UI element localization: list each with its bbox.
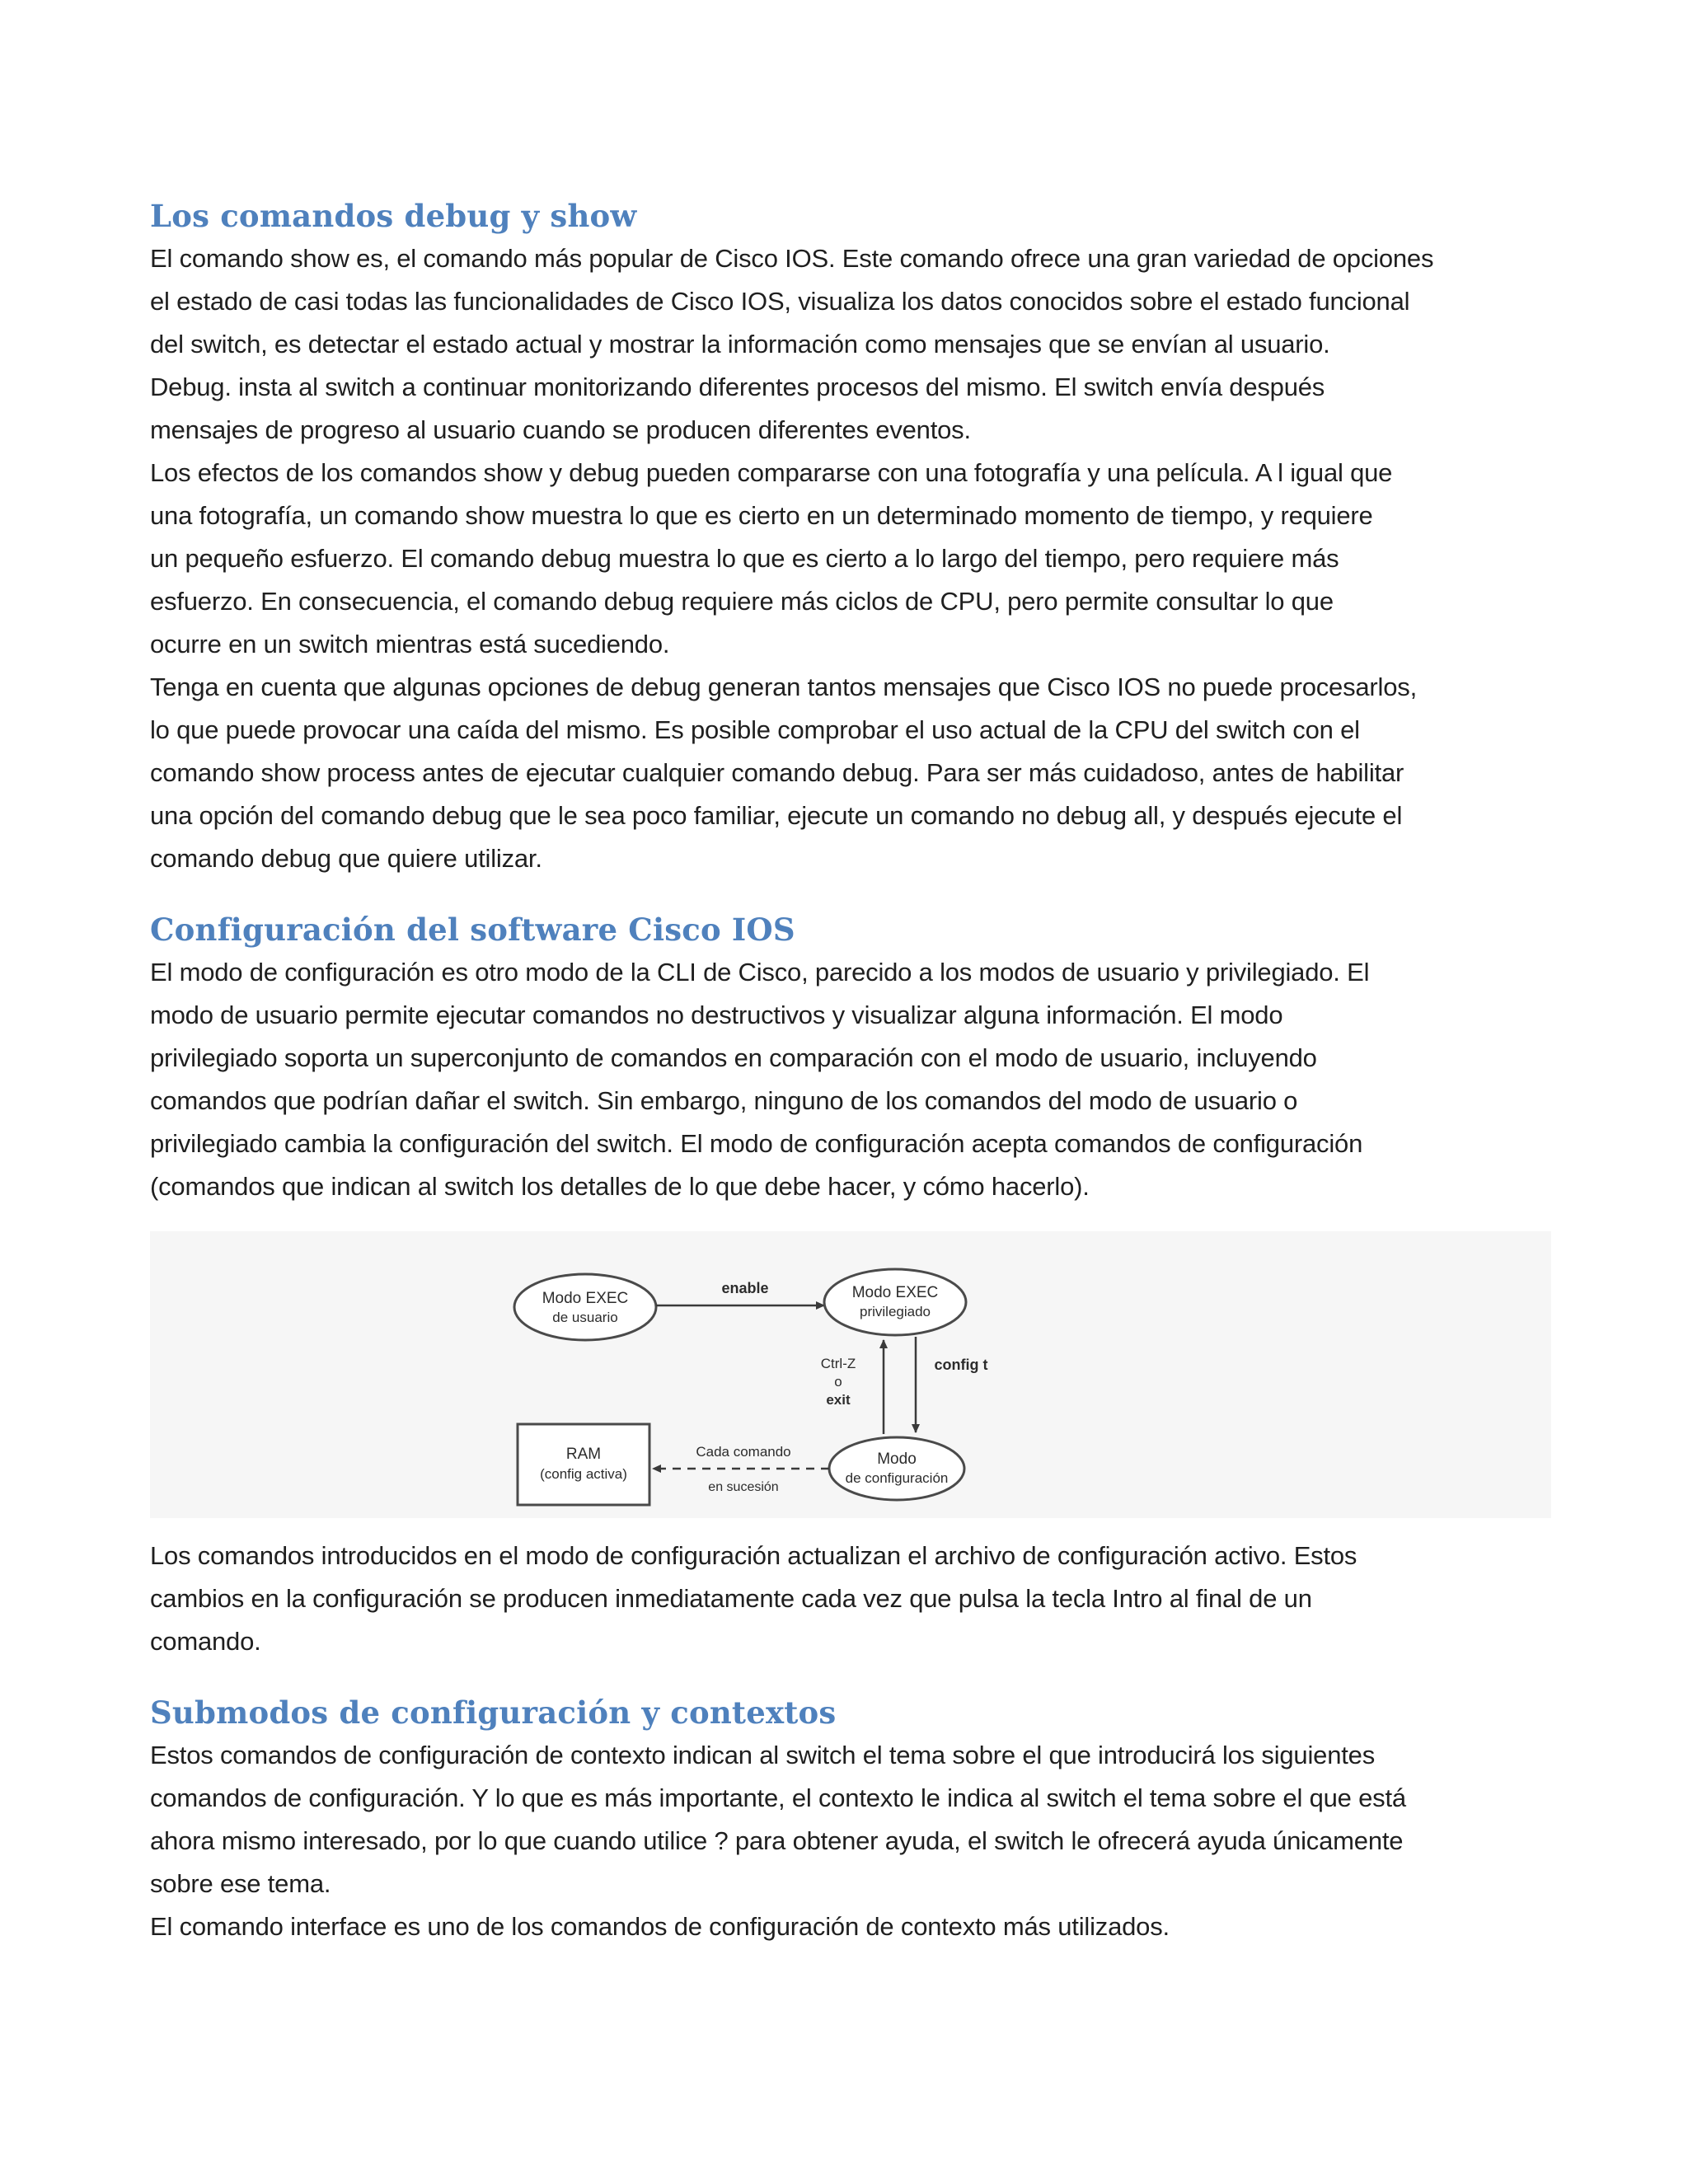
spacer — [150, 1663, 1551, 1691]
user-exec-mode-label-line2: de usuario — [552, 1310, 618, 1325]
text-line: un pequeño esfuerzo. El comando debug muestra lo que es cierto a lo largo del tiempo, pero requiere más — [150, 544, 1339, 573]
text-line: Los comandos introducidos en el modo de configuración actualizan el archivo de configuración activo. Estos — [150, 1541, 1357, 1570]
ram-box-label-line2: (config activa) — [540, 1466, 627, 1482]
privileged-exec-mode-node — [824, 1269, 966, 1335]
text-line: El comando show es, el comando más popular de Cisco IOS. Este comando ofrece una gran variedad de opciones — [150, 244, 1434, 273]
text-line: comando show process antes de ejecutar cualquier comando debug. Para ser más cuidadoso, antes de habilitar — [150, 758, 1404, 787]
config-mode-label-line2: de configuración — [845, 1470, 949, 1486]
section-body-config-ios-continued — [150, 1535, 1551, 1663]
text-line: esfuerzo. En consecuencia, el comando debug requiere más ciclos de CPU, pero permite consultar lo que — [150, 587, 1334, 616]
text-line: privilegiado soporta un superconjunto de comandos en comparación con el modo de usuario, incluyendo — [150, 1043, 1317, 1072]
text-line: el estado de casi todas las funcionalidades de Cisco IOS, visualiza los datos conocidos sobre el estado funcional — [150, 287, 1410, 316]
text-line: modo de usuario permite ejecutar comandos no destructivos y visualizar alguna información. El modo — [150, 1001, 1283, 1029]
text-line: comando. — [150, 1627, 261, 1656]
text-line: ocurre en un switch mientras está sucediendo. — [150, 630, 670, 658]
exit-label-line1: Ctrl-Z — [820, 1356, 856, 1371]
text-line: del switch, es detectar el estado actual y mostrar la información como mensajes que se envían al usuario. — [150, 330, 1330, 359]
section-body-submodes — [150, 1734, 1551, 1948]
exit-label-line3: exit — [826, 1392, 851, 1408]
text-line: privilegiado cambia la configuración del switch. El modo de configuración acepta comandos de configuración — [150, 1129, 1363, 1158]
flow-label-line2: en sucesión — [708, 1480, 779, 1494]
text-line: comandos de configuración. Y lo que es más importante, el contexto le indica al switch el tema sobre el que está — [150, 1783, 1406, 1812]
spacer — [150, 880, 1551, 908]
text-line: Los efectos de los comandos show y debug pueden compararse con una fotografía y una película. A l igual que — [150, 458, 1393, 487]
text-line: Debug. insta al switch a continuar monitorizando diferentes procesos del mismo. El switch envía después — [150, 373, 1325, 401]
enable-label: enable — [721, 1280, 769, 1296]
user-exec-mode-label-line1: Modo EXEC — [542, 1290, 629, 1307]
config-mode-node — [829, 1437, 964, 1500]
text-line: Tenga en cuenta que algunas opciones de debug generan tantos mensajes que Cisco IOS no puede procesarlos, — [150, 673, 1417, 701]
section-heading-submodes: Submodos de configuración y contextos — [150, 1694, 837, 1731]
text-line: comandos que podrían dañar el switch. Sin embargo, ninguno de los comandos del modo de usuario o — [150, 1086, 1298, 1115]
text-line: lo que puede provocar una caída del mismo. Es posible comprobar el uso actual de la CPU del switch con el — [150, 715, 1360, 744]
text-line: (comandos que indican al switch los detalles de lo que debe hacer, y cómo hacerlo). — [150, 1172, 1090, 1201]
ram-box-label-line1: RAM — [565, 1446, 602, 1463]
diagram-svg — [150, 1231, 1551, 1518]
section-body-debug-show — [150, 237, 1551, 880]
document-body — [150, 194, 1551, 1948]
config-t-label: config t — [934, 1357, 988, 1373]
section-heading-debug-show: Los comandos debug y show — [150, 198, 637, 234]
exit-label-line2: o — [834, 1374, 842, 1390]
config-mode-label-line1: Modo — [877, 1451, 917, 1468]
text-line: El modo de configuración es otro modo de la CLI de Cisco, parecido a los modos de usuario y privilegiado. El — [150, 958, 1370, 987]
text-line: ahora mismo interesado, por lo que cuando utilice ? para obtener ayuda, el switch le ofrecerá ayuda únicamente — [150, 1826, 1404, 1855]
user-exec-mode-node — [514, 1274, 656, 1340]
text-line: una opción del comando debug que le sea poco familiar, ejecute un comando no debug all, y después ejecute el — [150, 801, 1403, 830]
text-line: comando debug que quiere utilizar. — [150, 844, 542, 873]
text-line: sobre ese tema. — [150, 1869, 331, 1898]
text-line: Estos comandos de configuración de contexto indican al switch el tema sobre el que introducirá los siguientes — [150, 1741, 1375, 1769]
text-line: cambios en la configuración se producen inmediatamente cada vez que pulsa la tecla Intro al final de un — [150, 1584, 1312, 1613]
ram-box-node — [518, 1424, 649, 1505]
section-heading-config-ios: Configuración del software Cisco IOS — [150, 912, 795, 948]
privileged-exec-mode-label-line1: Modo EXEC — [851, 1284, 939, 1301]
section-body-config-ios — [150, 951, 1551, 1208]
config-modes-diagram — [150, 1231, 1551, 1518]
privileged-exec-mode-label-line2: privilegiado — [860, 1304, 931, 1319]
text-line: una fotografía, un comando show muestra lo que es cierto en un determinado momento de tiempo, y requiere — [150, 501, 1373, 530]
flow-label-line1: Cada comando — [696, 1444, 791, 1460]
text-line: El comando interface es uno de los comandos de configuración de contexto más utilizados. — [150, 1912, 1170, 1941]
text-line: mensajes de progreso al usuario cuando se producen diferentes eventos. — [150, 415, 971, 444]
